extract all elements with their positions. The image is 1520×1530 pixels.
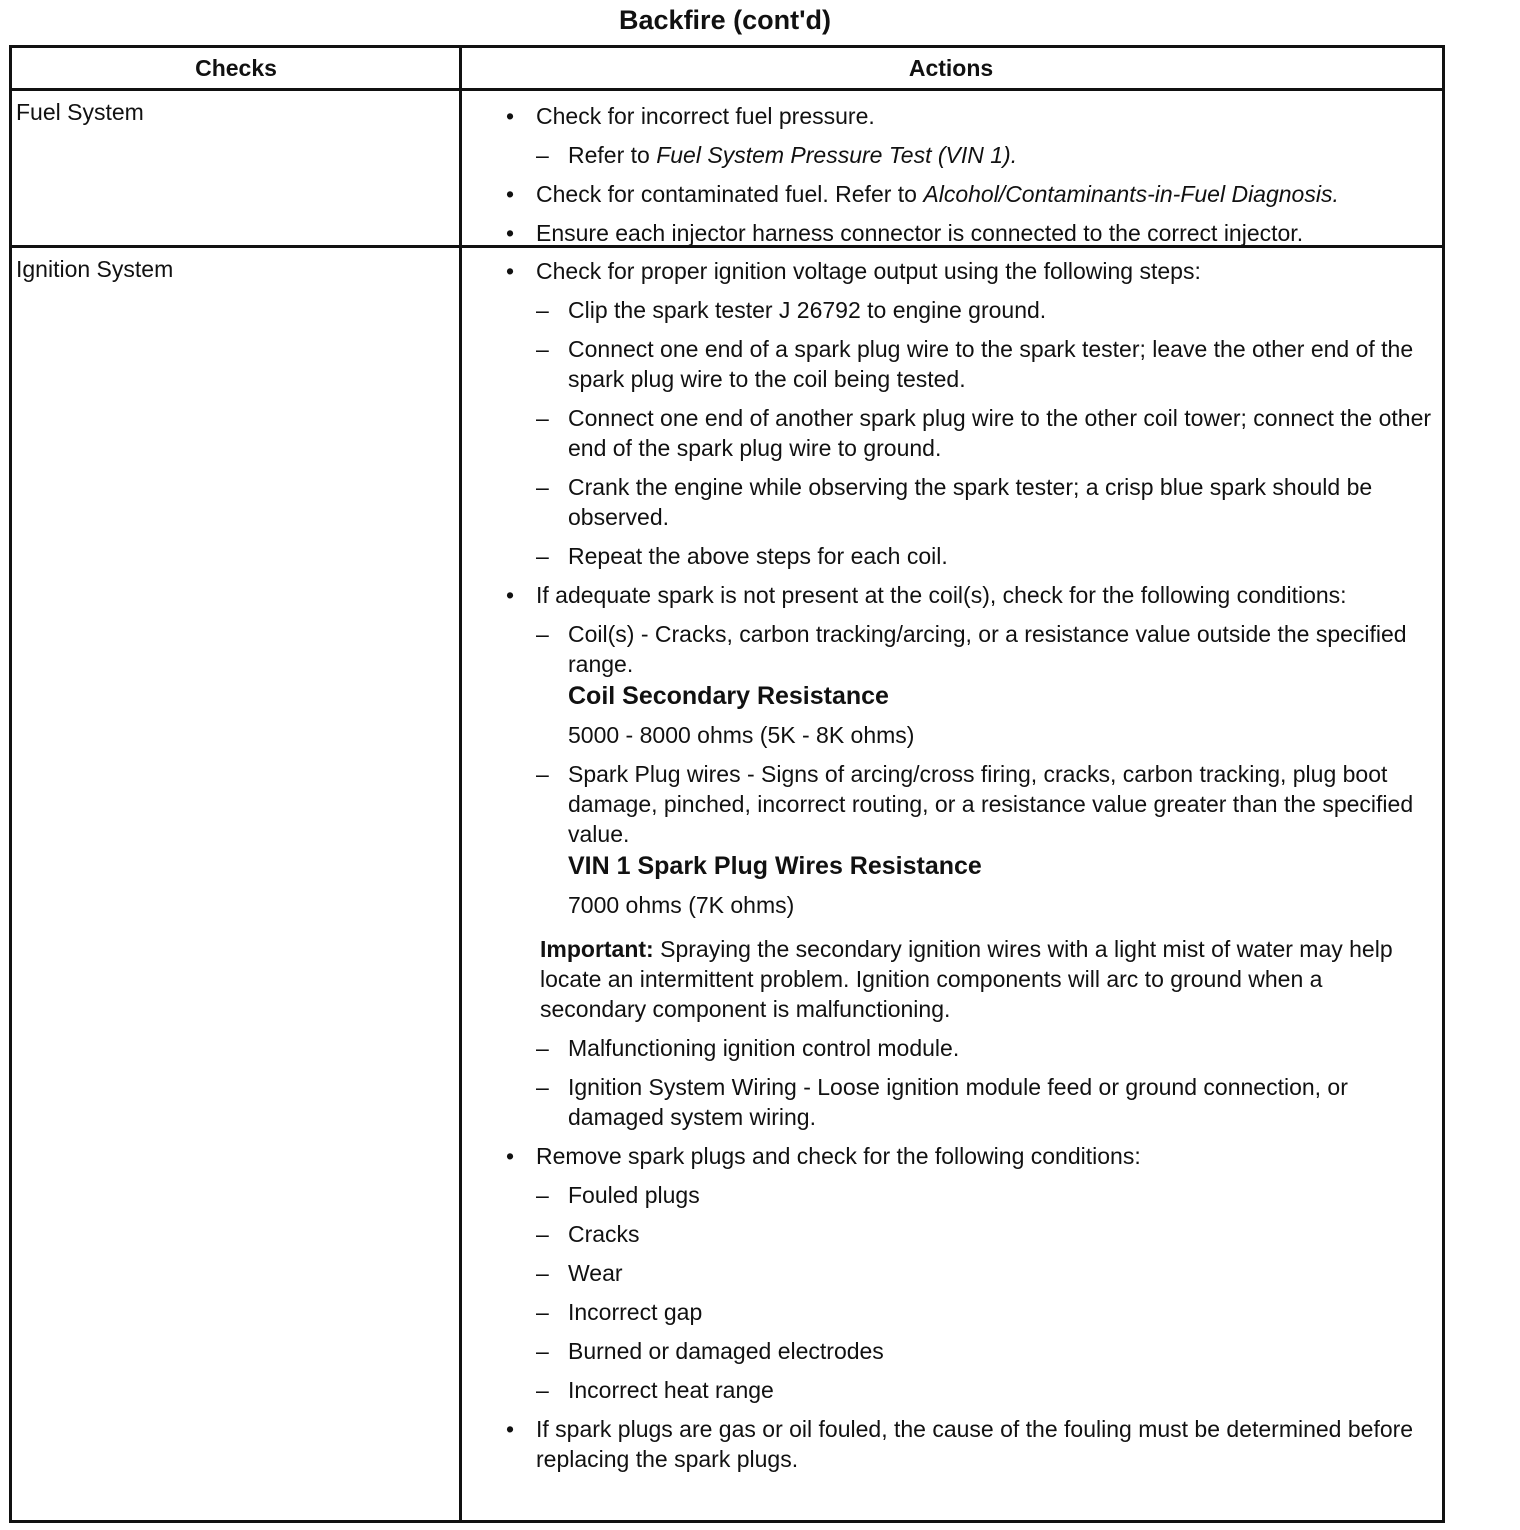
list-item: – Fouled plugs bbox=[536, 1182, 700, 1208]
list-item: – Crank the engine while observing the spark tester; a crisp blue spark should be observed. bbox=[536, 474, 1373, 530]
list-item: – Clip the spark tester J 26792 to engine ground. bbox=[536, 297, 1047, 323]
important-note: Important: Spraying the secondary ignition wires with a light mist of water may help locate an intermittent problem. Ignition components will arc to ground when a secondary component is malfunctioning. bbox=[540, 936, 1393, 1022]
list-item: – Ignition System Wiring - Loose ignition module feed or ground connection, or damaged system wiring. bbox=[536, 1074, 1348, 1130]
list-item: • Check for proper ignition voltage output using the following steps: bbox=[500, 256, 1434, 286]
list-item: – Incorrect heat range bbox=[536, 1377, 774, 1403]
list-item: • Check for contaminated fuel. Refer to Alcohol/Contaminants-in-Fuel Diagnosis. bbox=[500, 175, 1434, 214]
table-row-ignition-system bbox=[12, 248, 1442, 1520]
list-item: – Burned or damaged electrodes bbox=[536, 1338, 884, 1364]
header-actions: Actions bbox=[908, 55, 994, 81]
check-ignition-system: Ignition System bbox=[16, 256, 174, 282]
list-item: – Malfunctioning ignition control module. bbox=[536, 1035, 960, 1061]
list-item: – Cracks bbox=[536, 1221, 640, 1247]
list-item: – Incorrect gap bbox=[536, 1299, 703, 1325]
list-item: • Check for incorrect fuel pressure. bbox=[500, 97, 1434, 136]
actions-ignition-system bbox=[500, 256, 1434, 1474]
table-header bbox=[12, 48, 1442, 91]
list-item: • Ensure each injector harness connector is connected to the correct injector. bbox=[500, 214, 1434, 253]
list-item: – Coil(s) - Cracks, carbon tracking/arcing, or a resistance value outside the specified range. bbox=[536, 621, 1407, 677]
list-item: – Connect one end of another spark plug wire to the other coil tower; connect the other end of the spark plug wire to ground. bbox=[536, 405, 1432, 461]
coil-resistance-value: 5000 - 8000 ohms (5K - 8K ohms) bbox=[568, 722, 915, 748]
table-row-fuel-system bbox=[12, 91, 1442, 248]
page-title: Backfire (cont'd) bbox=[619, 5, 831, 35]
coil-resistance-heading: Coil Secondary Resistance bbox=[568, 682, 889, 710]
list-item: – Connect one end of a spark plug wire to the spark tester; leave the other end of the spark plug wire to the coil being tested. bbox=[536, 336, 1414, 392]
list-item: – Repeat the above steps for each coil. bbox=[536, 543, 948, 569]
list-item: – Spark Plug wires - Signs of arcing/cross firing, cracks, carbon tracking, plug boot damage, pinched, incorrect routing, or a resistance value greater than the specified value. bbox=[536, 761, 1414, 847]
list-item: – Refer to Fuel System Pressure Test (VIN 1). bbox=[536, 142, 1018, 168]
header-checks: Checks bbox=[195, 55, 277, 81]
actions-fuel-system bbox=[500, 97, 1434, 253]
list-item: • Remove spark plugs and check for the following conditions: bbox=[500, 1141, 1434, 1171]
list-item: • If adequate spark is not present at the coil(s), check for the following conditions: bbox=[500, 580, 1434, 610]
wire-resistance-value: 7000 ohms (7K ohms) bbox=[568, 892, 795, 918]
wire-resistance-heading: VIN 1 Spark Plug Wires Resistance bbox=[568, 852, 982, 880]
list-item: – Wear bbox=[536, 1260, 623, 1286]
list-item: • If spark plugs are gas or oil fouled, the cause of the fouling must be determined before replacing the spark plugs. bbox=[500, 1414, 1434, 1474]
check-fuel-system: Fuel System bbox=[16, 99, 144, 125]
backfire-table bbox=[9, 45, 1445, 1523]
